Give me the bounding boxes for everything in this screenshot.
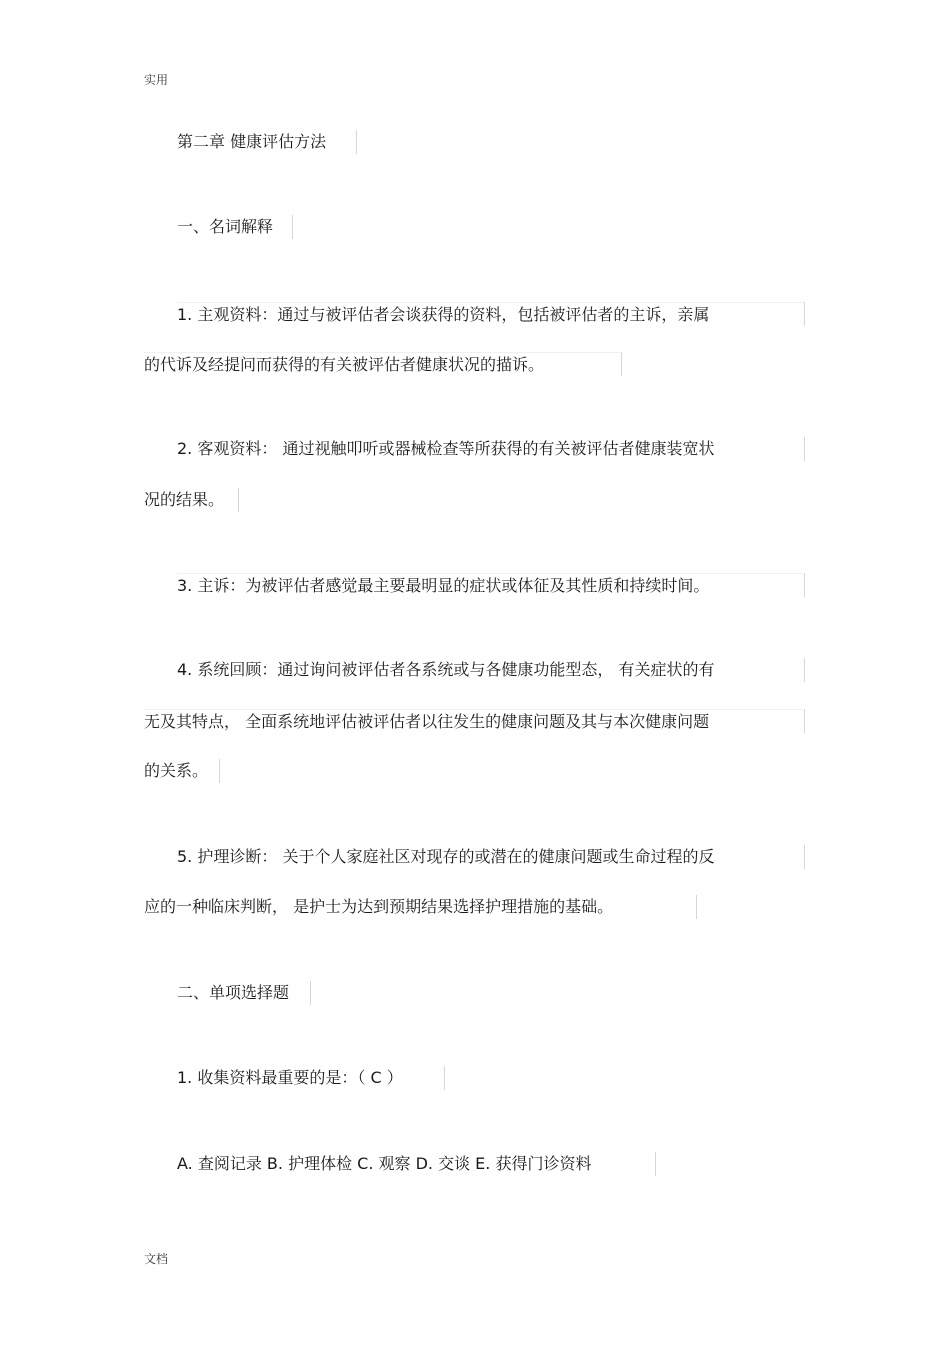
definition-5-line-2: 应的一种临床判断， 是护士为达到预期结果选择护理措施的基础。 <box>144 895 697 919</box>
chapter-title: 第二章 健康评估方法 <box>177 130 357 154</box>
section-heading-definitions: 一、名词解释 <box>177 215 293 239</box>
definition-1-line-2: 的代诉及经提问而获得的有关被评估者健康状况的描诉。 <box>144 352 622 376</box>
definition-3-line-1: 3. 主诉：为被评估者感觉最主要最明显的症状或体征及其性质和持续时间。 <box>177 573 805 597</box>
page-footer: 文档 <box>144 1252 169 1266</box>
question-1-text: 1. 收集资料最重要的是：（ C ） <box>177 1066 445 1090</box>
definition-1-line-1: 1. 主观资料：通过与被评估者会谈获得的资料，包括被评估者的主诉，亲属 <box>177 302 805 326</box>
definition-4-line-1: 4. 系统回顾：通过询问被评估者各系统或与各健康功能型态， 有关症状的有 <box>177 658 805 682</box>
page-header: 实用 <box>144 73 169 87</box>
definition-2-line-2: 况的结果。 <box>144 488 239 512</box>
definition-4-line-3: 的关系。 <box>144 759 220 783</box>
definition-5-line-1: 5. 护理诊断： 关于个人家庭社区对现存的或潜在的健康问题或生命过程的反 <box>177 845 805 869</box>
question-1-options: A. 查阅记录 B. 护理体检 C. 观察 D. 交谈 E. 获得门诊资料 <box>177 1152 656 1176</box>
section-heading-single-choice: 二、单项选择题 <box>177 981 311 1005</box>
definition-4-line-2: 无及其特点， 全面系统地评估被评估者以往发生的健康问题及其与本次健康问题 <box>144 709 805 733</box>
definition-2-line-1: 2. 客观资料： 通过视触叩听或器械检查等所获得的有关被评估者健康装宽状 <box>177 437 805 461</box>
